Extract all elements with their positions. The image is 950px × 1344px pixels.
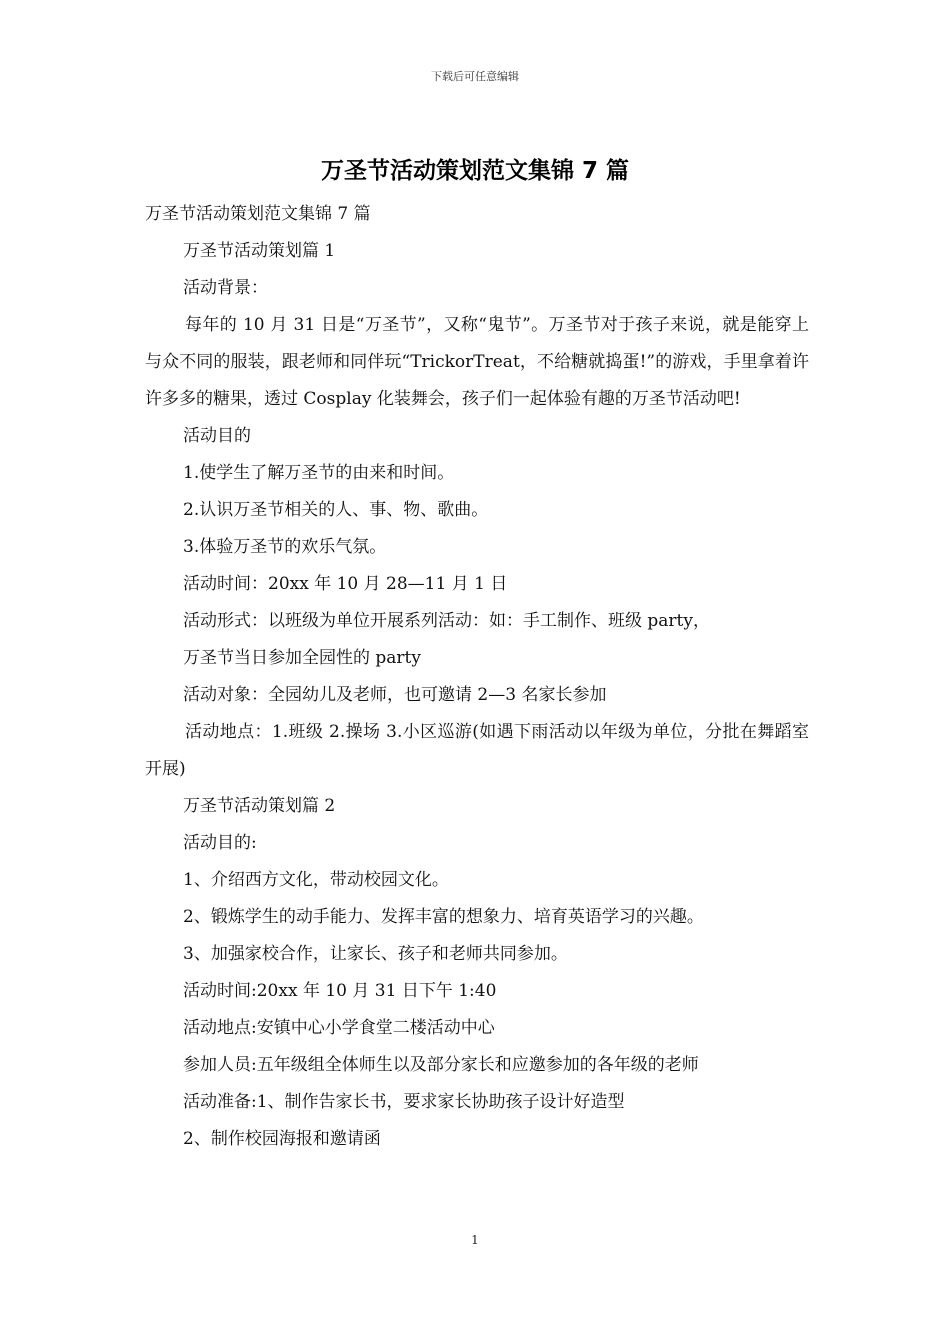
- list-item: 2、锻炼学生的动手能力、发挥丰富的想象力、培育英语学习的兴趣。: [183, 907, 704, 927]
- paragraph: 活动时间：20xx 年 10 月 28—11 月 1 日: [183, 574, 508, 594]
- paragraph-location: 活动地点：1.班级 2.操场 3.小区巡游(如遇下雨活动以年级为单位，分批在舞蹈室开展): [145, 722, 809, 779]
- paragraph-subtitle: 万圣节活动策划范文集锦 7 篇: [145, 204, 371, 224]
- paragraph: 活动准备:1、制作告家长书，要求家长协助孩子设计好造型: [183, 1092, 625, 1112]
- document-title: 万圣节活动策划范文集锦 7 篇: [320, 158, 630, 184]
- paragraph: 活动对象：全园幼儿及老师，也可邀请 2—3 名家长参加: [183, 685, 607, 705]
- page-number: 1: [471, 1233, 479, 1247]
- document-body: [145, 196, 809, 1158]
- header-note: 下载后可任意编辑: [431, 70, 519, 83]
- paragraph: 活动时间:20xx 年 10 月 31 日下午 1:40: [183, 981, 497, 1001]
- paragraph: 万圣节当日参加全园性的 party: [183, 648, 421, 668]
- section-heading-1: 万圣节活动策划篇 1: [183, 241, 336, 261]
- list-item: 1.使学生了解万圣节的由来和时间。: [183, 463, 455, 483]
- paragraph: 活动地点:安镇中心小学食堂二楼活动中心: [183, 1018, 495, 1038]
- list-item: 3、加强家校合作，让家长、孩子和老师共同参加。: [183, 944, 568, 964]
- list-item: 1、介绍西方文化，带动校园文化。: [183, 870, 449, 890]
- paragraph: 参加人员:五年级组全体师生以及部分家长和应邀参加的各年级的老师: [183, 1055, 699, 1075]
- paragraph: 活动形式：以班级为单位开展系列活动：如：手工制作、班级 party，: [183, 611, 710, 631]
- paragraph: 活动目的: [183, 426, 251, 446]
- paragraph-background: 每年的 10 月 31 日是“万圣节”，又称“鬼节”。万圣节对于孩子来说，就是能穿上与众不同的服装，跟老师和同伴玩“TrickorTreat，不给糖就捣蛋!”的游戏，手里拿着许许多多的糖果，透过 Cosplay 化装舞会，孩子们一起体验有趣的万圣节活动吧!: [145, 315, 809, 409]
- paragraph: 活动目的:: [183, 833, 257, 853]
- list-item: 3.体验万圣节的欢乐气氛。: [183, 537, 387, 557]
- paragraph: 2、制作校园海报和邀请函: [183, 1129, 381, 1149]
- section-heading-2: 万圣节活动策划篇 2: [183, 796, 336, 816]
- list-item: 2.认识万圣节相关的人、事、物、歌曲。: [183, 500, 489, 520]
- paragraph: 活动背景：: [183, 278, 268, 298]
